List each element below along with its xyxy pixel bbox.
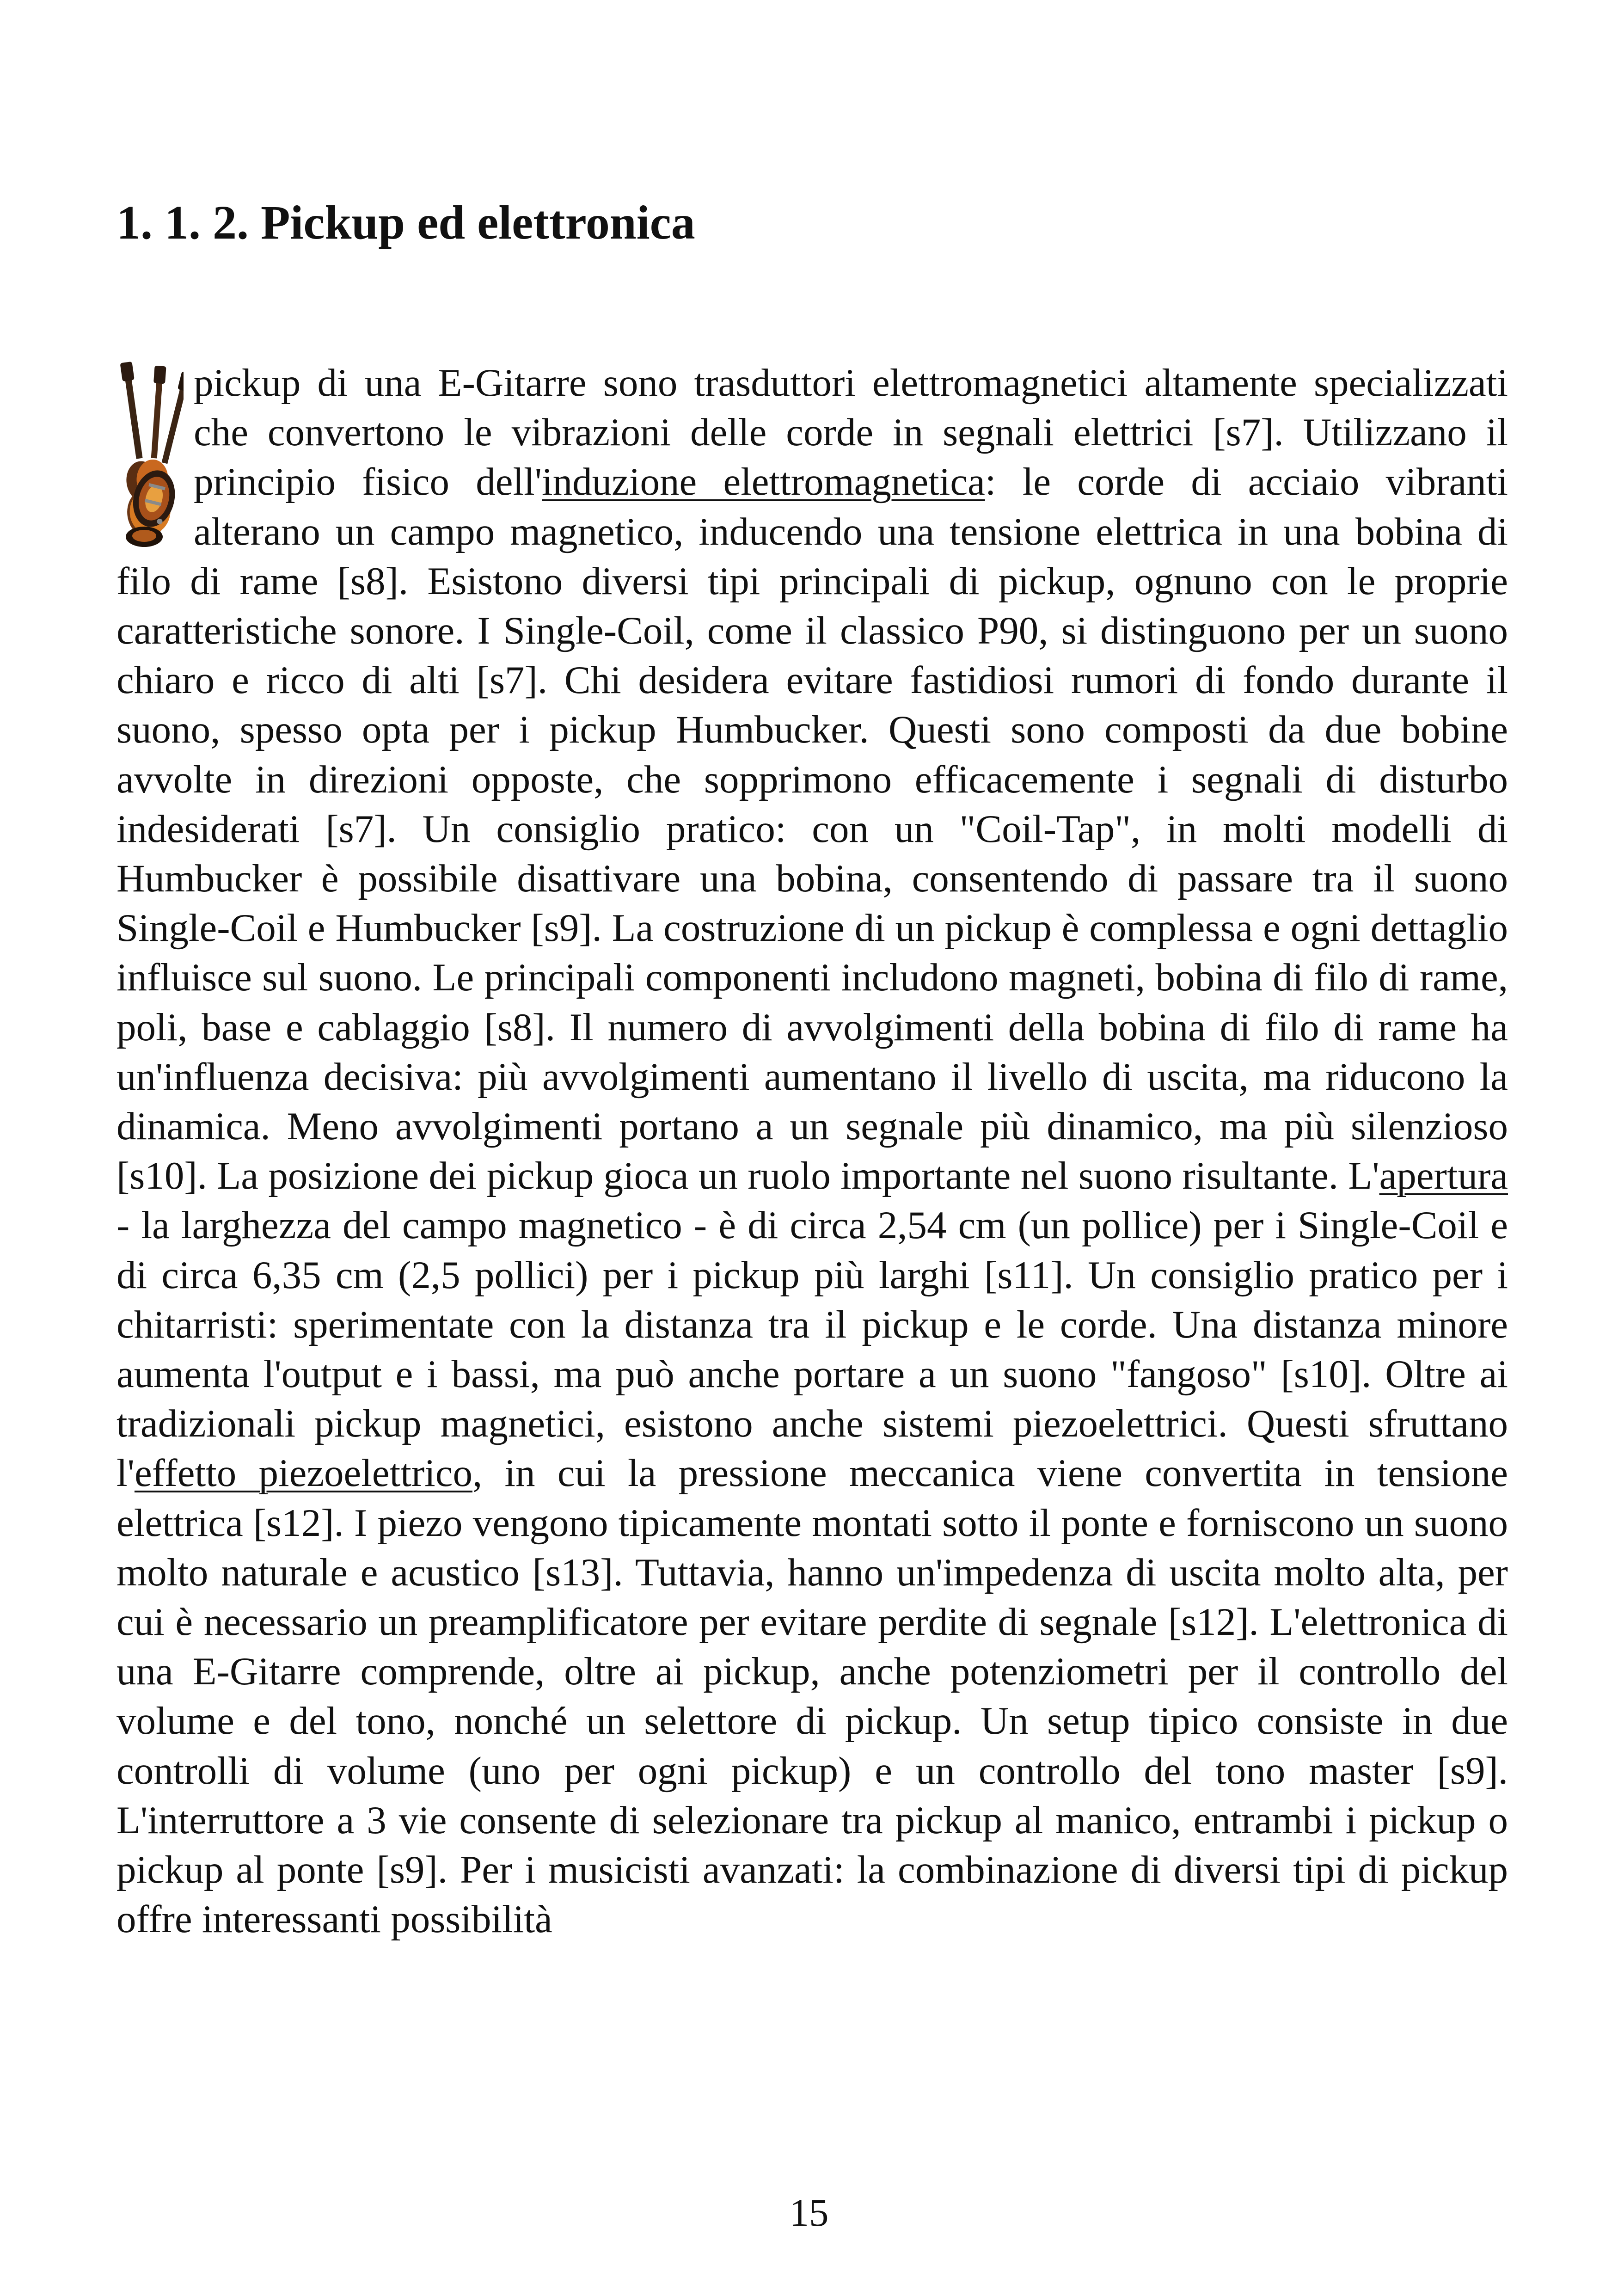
section-heading: 1. 1. 2. Pickup ed elettronica bbox=[116, 196, 695, 249]
paragraph-text: : le corde di acciaio vibranti alterano un campo magnetico, inducendo una tensione elettrica in una bobina di filo di rame [s8]. Esistono diversi tipi principali di pickup, ognuno con le proprie caratteristiche sonore. I Single-Coil, come il classico P90, si distinguono per un suono chiaro e ricco di alti [s7]. Chi desidera evitare fastidiosi rumori di fondo durante il suono, spesso opta per i pickup Humbucker. Questi sono composti da due bobine avvolte in direzioni opposte, che sopprimono efficacemente i segnali di disturbo indesiderati [s7]. Un consiglio pratico: con un "Coil-Tap", in molti modelli di Humbucker è possibile disattivare una bobina, consentendo di passare tra il suono Single-Coil e Humbucker [s9]. La costruzione di un pickup è complessa e ogni dettaglio influisce sul suono. Le principali componenti includono magneti, bobina di filo di rame, poli, base e cablaggio [s8]. Il numero di avvolgimenti della bobina di filo di rame ha un'influenza decisiva: più avvolgimenti aumentano il livello di uscita, ma riducono la dinamica. Meno avvolgimenti portano a un segnale più dinamico, ma più silenzioso [s10]. La posizione dei pickup gioca un ruolo importante nel suono risultante. L' bbox=[116, 460, 1508, 1198]
paragraph-text: , in cui la pressione meccanica viene convertita in tensione elettrica [s12]. I piezo vengono tipicamente montati sotto il ponte e forniscono un suono molto naturale e acustico [s13]. Tuttavia, hanno un'impedenza di uscita molto alta, per cui è necessario un preamplificatore per evitare perdite di segnale [s12]. L'elettronica di una E-Gitarre comprende, oltre ai pickup, anche potenziometri per il controllo del volume e del tono, nonché un selettore di pickup. Un setup tipico consiste in due controlli di volume (uno per ogni pickup) e un controllo del tono master [s9]. L'interruttore a 3 vie consente di selezionare tra pickup al manico, entrambi i pickup o pickup al ponte [s9]. Per i musicisti avanzati: la combinazione di diversi tipi di pickup offre interessanti possibilità bbox=[116, 1451, 1508, 1941]
inline-link[interactable]: effetto piezoelettrico bbox=[134, 1451, 472, 1495]
body-paragraph bbox=[116, 358, 1508, 1945]
page-number: 15 bbox=[789, 2191, 829, 2235]
guitars-dropcap-icon bbox=[116, 361, 184, 551]
paragraph-text: pickup di una E-Gitarre sono trasduttori elettromagnetici altamente specializzati che convertono le vibrazioni delle corde in segnali elettrici [s7]. Utilizzano il principio fisico dell' bbox=[194, 361, 1508, 504]
inline-link[interactable]: apertura bbox=[1379, 1154, 1508, 1198]
inline-link[interactable]: induzione elettromagnetica bbox=[542, 460, 985, 504]
paragraph-text: - la larghezza del campo magnetico - è di circa 2,54 cm (un pollice) per i Single-Coil e di circa 6,35 cm (2,5 pollici) per i pickup più larghi [s11]. Un consiglio pratico per i chitarristi: sperimentate con la distanza tra il pickup e le corde. Una distanza minore aumenta l'output e i bassi, ma può anche portare a un suono "fangoso" [s10]. Oltre ai tradizionali pickup magnetici, esistono anche sistemi piezoelettrici. Questi sfruttano l' bbox=[116, 1203, 1508, 1495]
